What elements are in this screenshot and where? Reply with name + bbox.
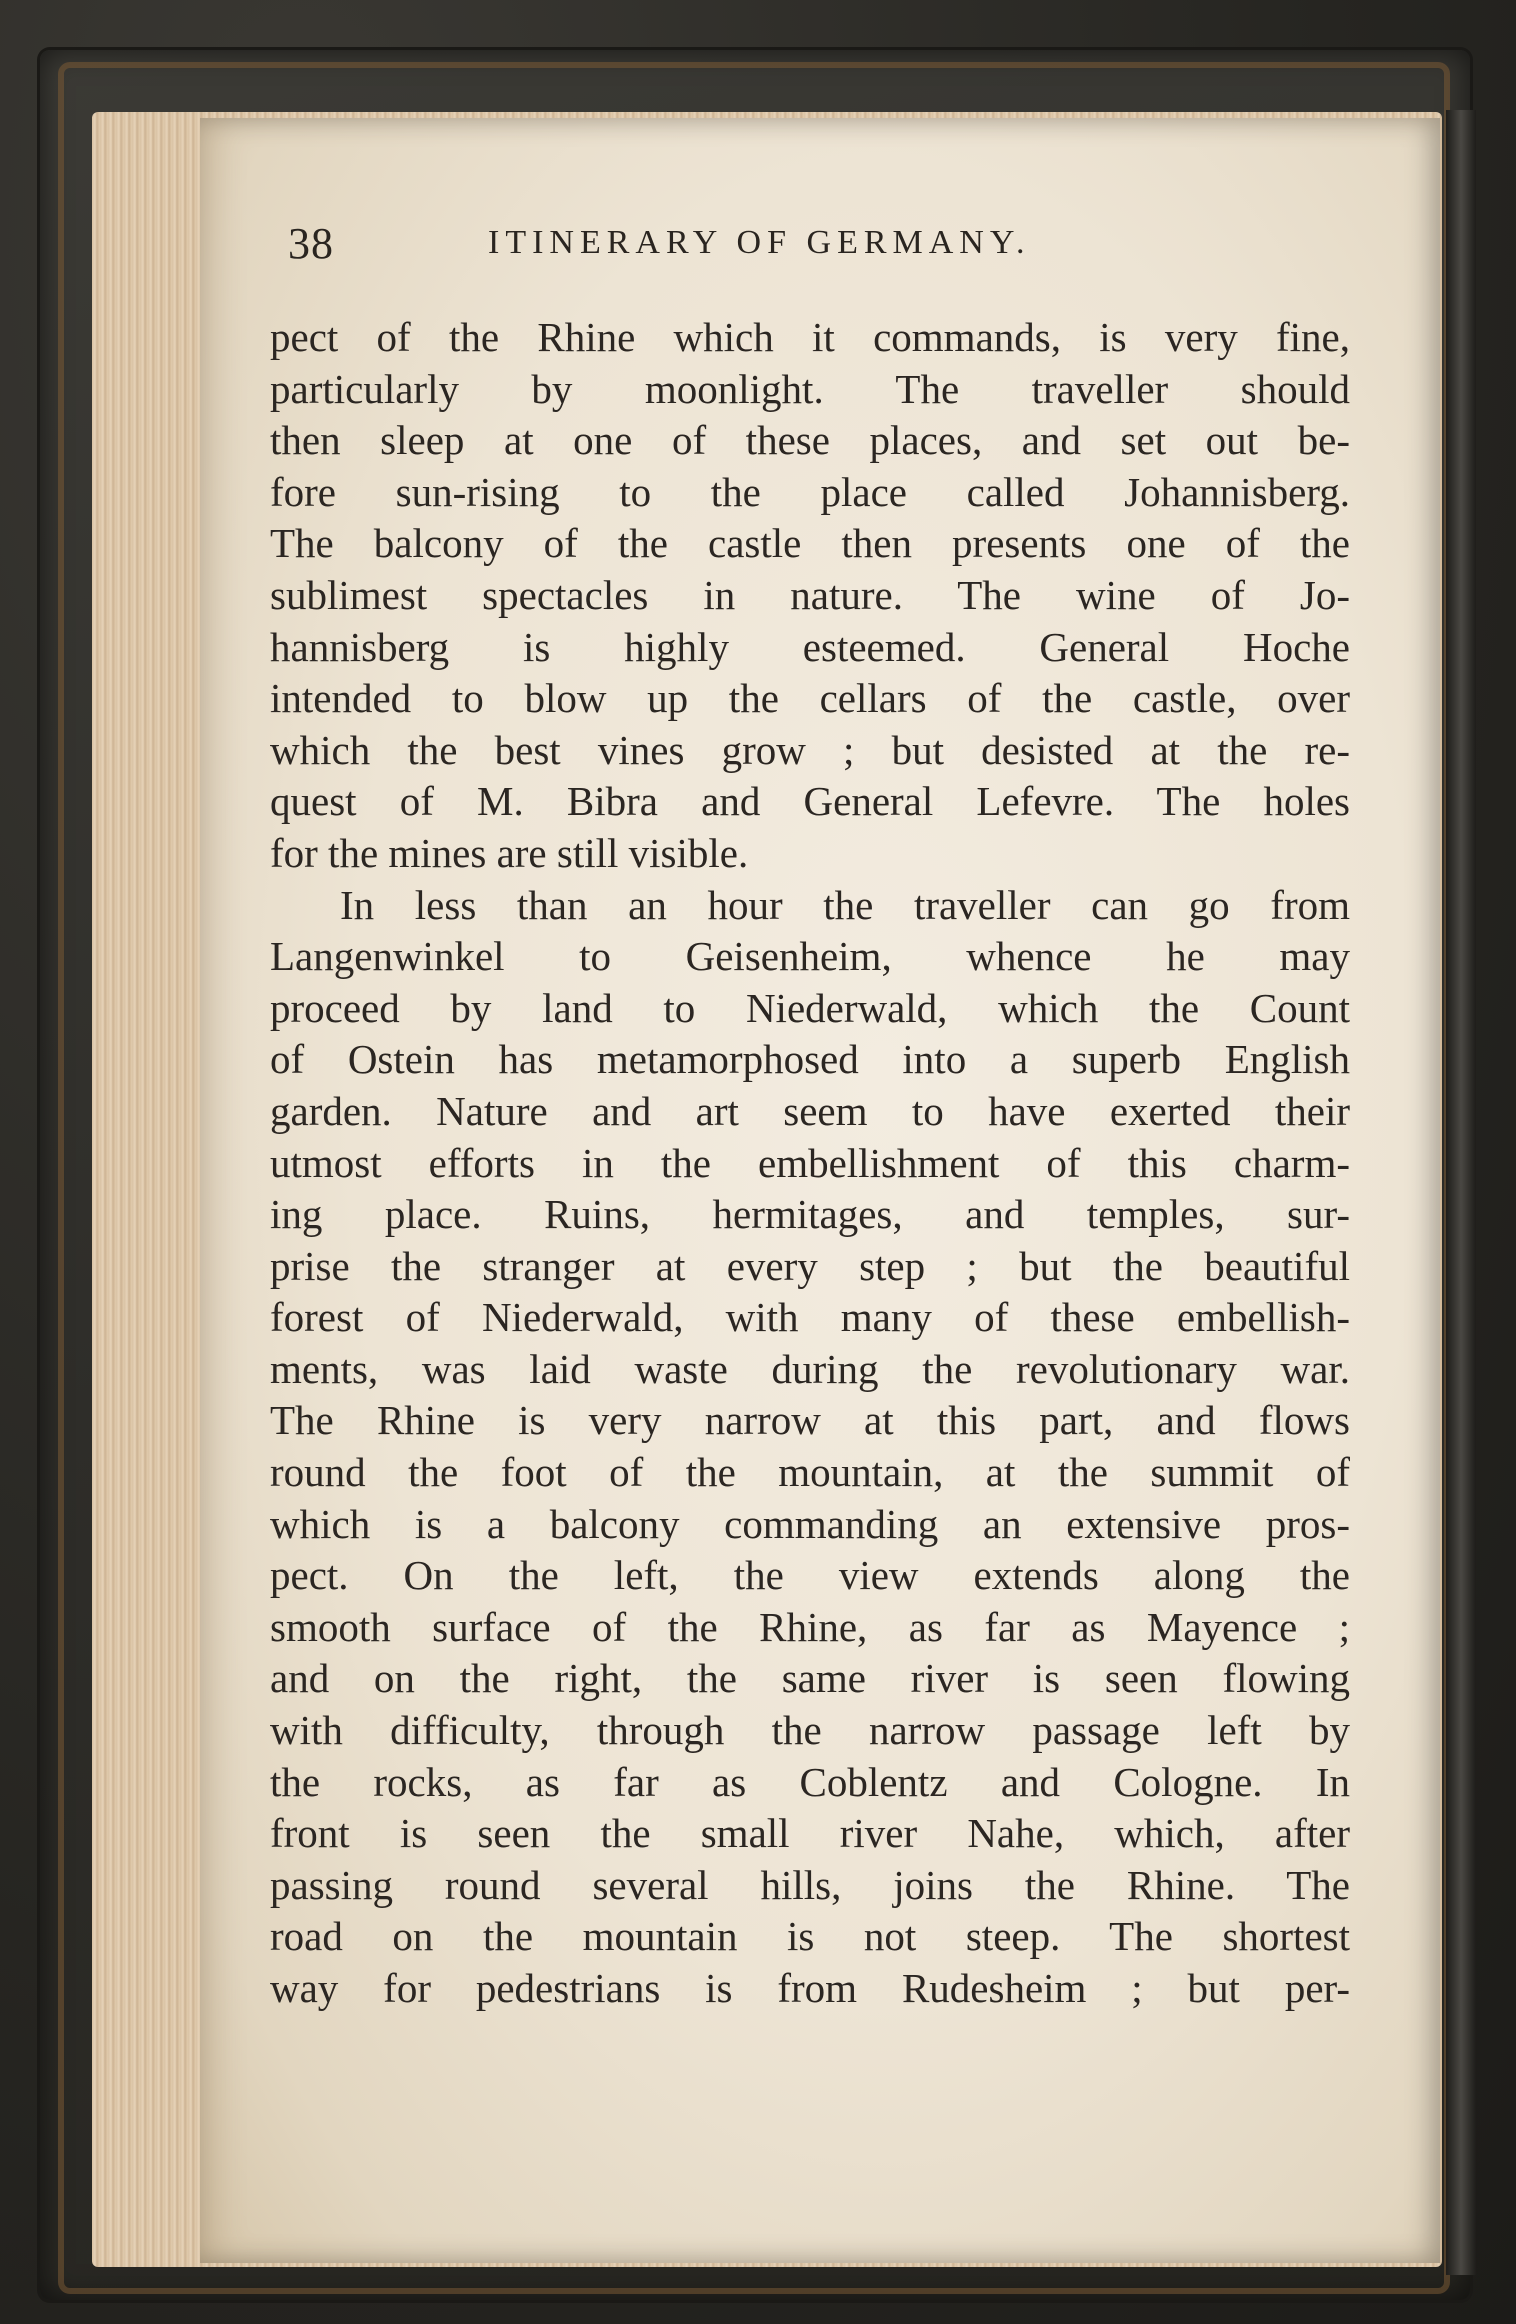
text-line: the rocks, as far as Coblentz and Cologne. In (270, 1758, 1350, 1805)
text-line: garden. Nature and art seem to have exerted their (270, 1087, 1350, 1134)
text-line: proceed by land to Niederwald, which the Count (270, 984, 1350, 1031)
text-line: and on the right, the same river is seen flowing (270, 1655, 1350, 1702)
text-line: then sleep at one of these places, and set out be- (270, 417, 1350, 464)
text-line: quest of M. Bibra and General Lefevre. The holes (270, 778, 1350, 825)
text-line: fore sun-rising to the place called Johannisberg. (270, 468, 1350, 515)
text-line: front is seen the small river Nahe, which, after (270, 1810, 1350, 1857)
text-line: forest of Niederwald, with many of these embellish- (270, 1294, 1350, 1341)
text-line: The Rhine is very narrow at this part, and flows (270, 1397, 1350, 1444)
text-line: ing place. Ruins, hermitages, and temples, sur- (270, 1191, 1350, 1238)
text-line: with difficulty, through the narrow passage left by (270, 1707, 1350, 1754)
text-line: for the mines are still visible. (270, 829, 749, 876)
text-line: pect of the Rhine which it commands, is very fine, (270, 314, 1350, 360)
text-line: The balcony of the castle then presents one of the (270, 520, 1350, 567)
text-line: Langenwinkel to Geisenheim, whence he may (270, 933, 1350, 980)
text-line: road on the mountain is not steep. The shortest (270, 1913, 1350, 1960)
text-line: way for pedestrians is from Rudesheim ; but per- (270, 1965, 1350, 2011)
text-line: which the best vines grow ; but desisted at the re- (270, 726, 1350, 773)
text-line: In less than an hour the traveller can go from (340, 881, 1350, 928)
page-number: 38 (288, 219, 334, 268)
text-line: of Ostein has metamorphosed into a superb English (270, 1036, 1350, 1083)
text-line: hannisberg is highly esteemed. General Hoche (270, 623, 1350, 670)
page-header (288, 218, 1328, 278)
text-line: intended to blow up the cellars of the castle, over (270, 675, 1350, 722)
text-line: prise the stranger at every step ; but the beautiful (270, 1242, 1350, 1289)
text-line: smooth surface of the Rhine, as far as Mayence ; (270, 1603, 1350, 1650)
text-line: pect. On the left, the view extends along the (270, 1552, 1350, 1599)
text-line: which is a balcony commanding an extensive pros- (270, 1500, 1350, 1547)
text-line: particularly by moonlight. The traveller should (270, 365, 1350, 412)
text-line: round the foot of the mountain, at the summit of (270, 1449, 1350, 1496)
text-line: utmost efforts in the embellishment of this charm- (270, 1139, 1350, 1186)
facing-page-edge (1446, 110, 1476, 2275)
text-line: passing round several hills, joins the Rhine. The (270, 1861, 1350, 1908)
text-line: sublimest spectacles in nature. The wine of Jo- (270, 571, 1350, 618)
text-line: ments, was laid waste during the revolutionary war. (270, 1345, 1350, 1392)
running-head: ITINERARY OF GERMANY. (488, 224, 1031, 261)
body-text (270, 312, 1350, 2015)
